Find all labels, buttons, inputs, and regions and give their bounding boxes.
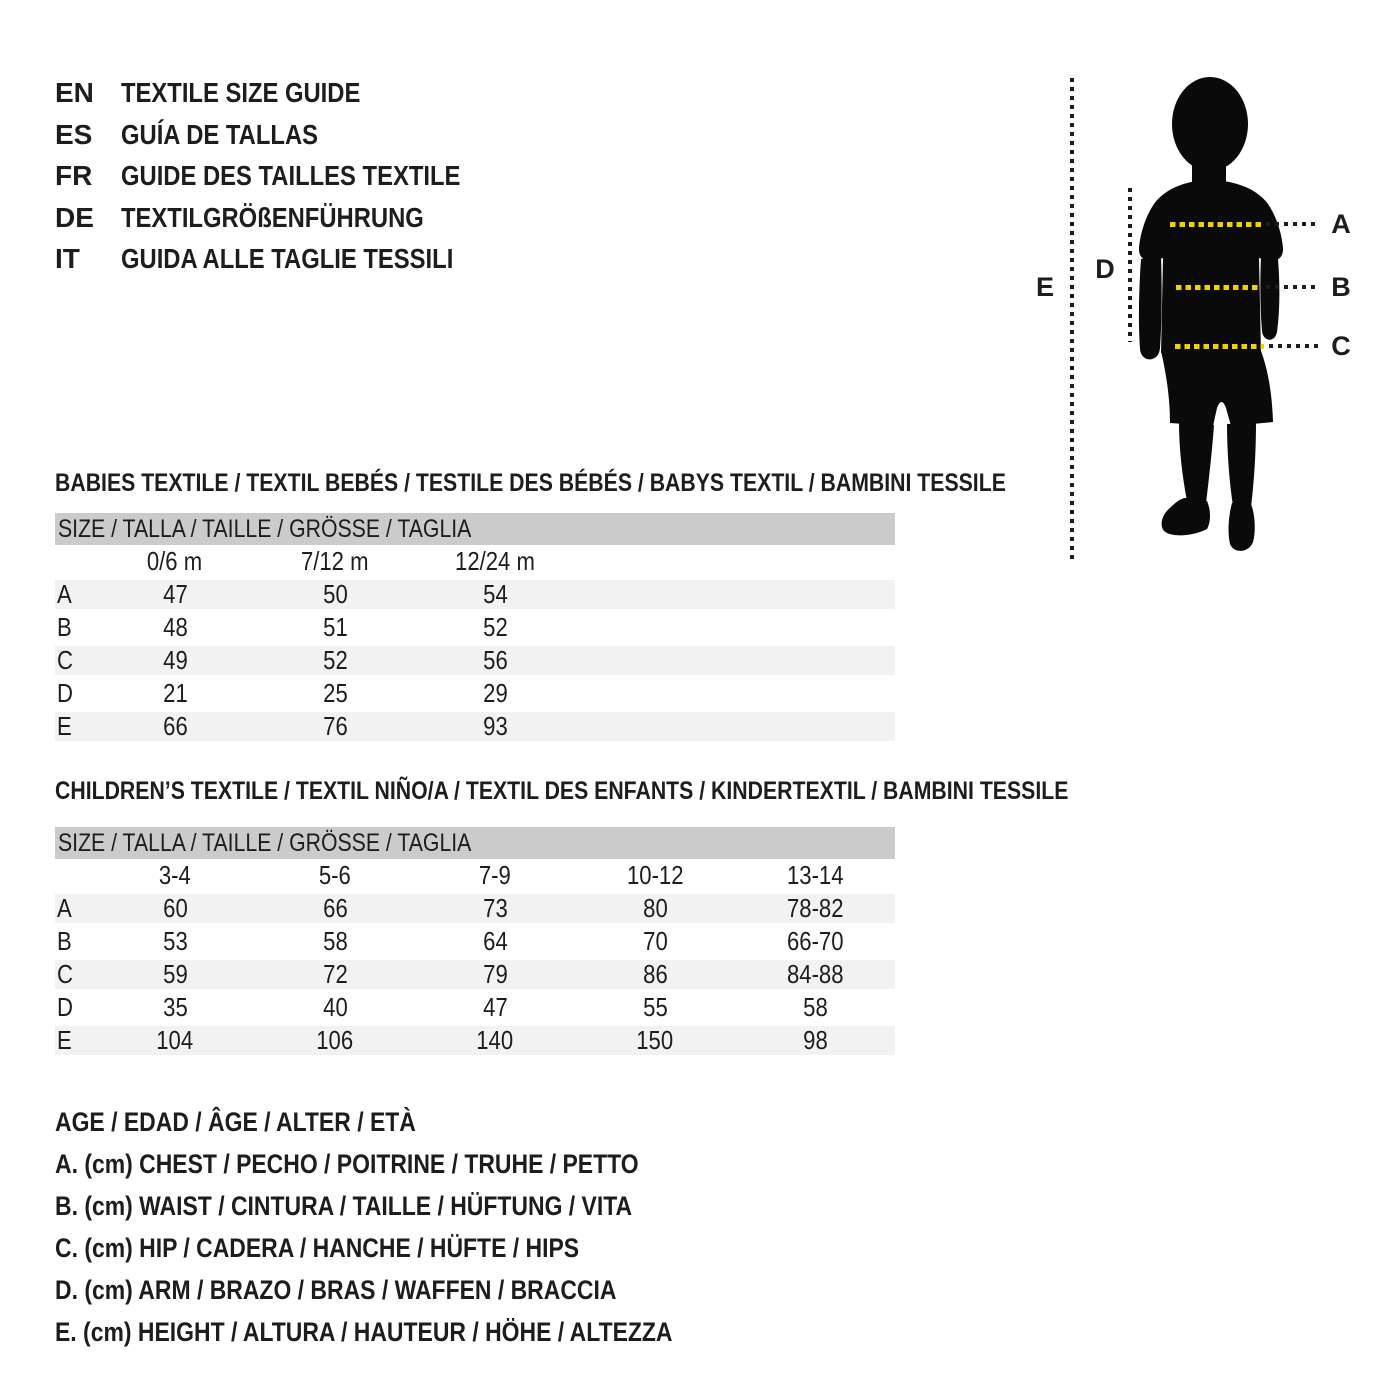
table-cell: 49 (162, 645, 188, 675)
table-cell: 25 (322, 678, 348, 708)
column-header-cell: 7-9 (479, 860, 511, 890)
table-cell: 47 (162, 579, 188, 609)
row-label: C (57, 959, 73, 989)
language-row-en (55, 78, 520, 120)
table-row (55, 611, 895, 644)
waist-measure-line-yellow (1176, 285, 1258, 290)
table-row (55, 892, 895, 925)
language-title: TEXTILGRÖßENFÜHRUNG (121, 201, 424, 233)
language-row-it (55, 244, 520, 286)
row-label: E (57, 711, 72, 741)
table-cell: 56 (482, 645, 508, 675)
column-header-cell: 5-6 (319, 860, 351, 890)
row-label: B (57, 926, 72, 956)
table-cell: 76 (322, 711, 348, 741)
language-row-de (55, 203, 520, 245)
legend-item-chest: A. (cm) CHEST / PECHO / POITRINE / TRUHE / PETTO (55, 1149, 639, 1179)
table-cell: 84-88 (786, 959, 844, 989)
table-cell: 40 (322, 992, 348, 1022)
language-code: DE (55, 201, 94, 233)
column-header-cell: 3-4 (159, 860, 191, 890)
table-header-bar (55, 827, 895, 859)
table-cell: 53 (162, 926, 188, 956)
table-cell: 35 (162, 992, 188, 1022)
measure-label-a: A (1331, 209, 1351, 239)
children-section-title: CHILDREN’S TEXTILE / TEXTIL NIÑO/A / TEXTIL DES ENFANTS / KINDERTEXTIL / BAMBINI TESSILE (55, 777, 1069, 805)
table-cell: 29 (482, 678, 508, 708)
table-row (55, 677, 895, 710)
language-code: IT (55, 243, 80, 275)
table-cell: 86 (642, 959, 668, 989)
table-cell: 66 (162, 711, 188, 741)
table-cell: 66 (322, 893, 348, 923)
table-cell: 21 (162, 678, 188, 708)
chest-measure-line-yellow (1170, 222, 1263, 227)
row-label: A (57, 579, 72, 609)
table-row (55, 578, 895, 611)
table-cell: 64 (482, 926, 508, 956)
table-cell: 51 (322, 612, 348, 642)
table-cell: 55 (642, 992, 668, 1022)
hip-measure-line-dots (1269, 344, 1320, 348)
column-header-cell: 0/6 m (147, 546, 203, 576)
row-label: C (57, 645, 73, 675)
measure-label-e: E (1035, 272, 1054, 302)
language-code: ES (55, 118, 93, 150)
legend-item-waist: B. (cm) WAIST / CINTURA / TAILLE / HÜFTUNG / VITA (55, 1191, 633, 1221)
table-row (55, 991, 895, 1024)
chest-measure-line-dots (1266, 222, 1320, 226)
legend-item-height: E. (cm) HEIGHT / ALTURA / HAUTEUR / HÖHE / ALTEZZA (55, 1317, 673, 1347)
table-cell: 60 (162, 893, 188, 923)
language-title: GUIDA ALLE TAGLIE TESSILI (121, 243, 454, 275)
table-header-label: SIZE / TALLA / TAILLE / GRÖSSE / TAGLIA (58, 514, 472, 543)
table-cell: 98 (802, 1025, 828, 1055)
measure-label-d: D (1095, 254, 1115, 284)
table-cell: 93 (482, 711, 508, 741)
language-code: FR (55, 160, 93, 192)
language-row-es (55, 120, 520, 162)
column-header-cell: 12/24 m (455, 546, 535, 576)
table-cell: 78-82 (786, 893, 844, 923)
legend-item-hip: C. (cm) HIP / CADERA / HANCHE / HÜFTE / HIPS (55, 1233, 580, 1263)
table-cell: 59 (162, 959, 188, 989)
row-label: D (57, 992, 73, 1022)
language-row-fr (55, 161, 520, 203)
table-cell: 79 (482, 959, 508, 989)
table-cell: 150 (636, 1025, 674, 1055)
language-title: GUIDE DES TAILLES TEXTILE (121, 160, 461, 192)
waist-measure-line-dots (1266, 285, 1320, 289)
table-cell: 58 (802, 992, 828, 1022)
table-cell: 104 (156, 1025, 194, 1055)
language-title: GUÍA DE TALLAS (121, 118, 319, 150)
legend-item-arm: D. (cm) ARM / BRAZO / BRAS / WAFFEN / BRACCIA (55, 1275, 617, 1305)
column-header-cell: 13-14 (786, 860, 844, 890)
table-row (55, 958, 895, 991)
table-cell: 80 (642, 893, 668, 923)
legend-age-line: AGE / EDAD / ÂGE / ALTER / ETÀ (55, 1107, 416, 1137)
row-label: A (57, 893, 72, 923)
table-cell: 54 (482, 579, 508, 609)
language-title: TEXTILE SIZE GUIDE (121, 77, 361, 108)
table-cell: 52 (482, 612, 508, 642)
column-header-cell: 7/12 m (301, 546, 369, 576)
babies-section-title: BABIES TEXTILE / TEXTIL BEBÉS / TESTILE DES BÉBÉS / BABYS TEXTIL / BAMBINI TESSILE (55, 469, 1006, 497)
column-header-row (55, 545, 895, 578)
column-header-cell: 10-12 (626, 860, 684, 890)
table-cell: 66-70 (786, 926, 844, 956)
table-row (55, 710, 895, 743)
hip-measure-line-yellow (1175, 344, 1264, 349)
child-silhouette-shapes (1139, 77, 1283, 551)
table-row (55, 925, 895, 958)
table-cell: 50 (322, 579, 348, 609)
table-cell: 72 (322, 959, 348, 989)
row-label: B (57, 612, 72, 642)
measure-label-b: B (1331, 272, 1351, 302)
table-row (55, 644, 895, 677)
table-row (55, 1024, 895, 1057)
table-cell: 52 (322, 645, 348, 675)
language-code: EN (55, 77, 94, 108)
table-cell: 47 (482, 992, 508, 1022)
row-label: D (57, 678, 73, 708)
babies-size-table (55, 513, 895, 743)
table-header-label: SIZE / TALLA / TAILLE / GRÖSSE / TAGLIA (58, 828, 472, 857)
measurement-legend (55, 1101, 781, 1353)
language-title-list (55, 78, 520, 286)
row-label: E (57, 1025, 72, 1055)
column-header-row (55, 859, 895, 892)
children-size-table (55, 827, 895, 1057)
table-cell: 106 (316, 1025, 354, 1055)
table-cell: 58 (322, 926, 348, 956)
child-silhouette (1130, 70, 1350, 570)
measure-label-c: C (1331, 331, 1351, 361)
table-cell: 48 (162, 612, 188, 642)
table-cell: 73 (482, 893, 508, 923)
table-header-bar (55, 513, 895, 545)
table-cell: 70 (642, 926, 668, 956)
table-cell: 140 (476, 1025, 514, 1055)
